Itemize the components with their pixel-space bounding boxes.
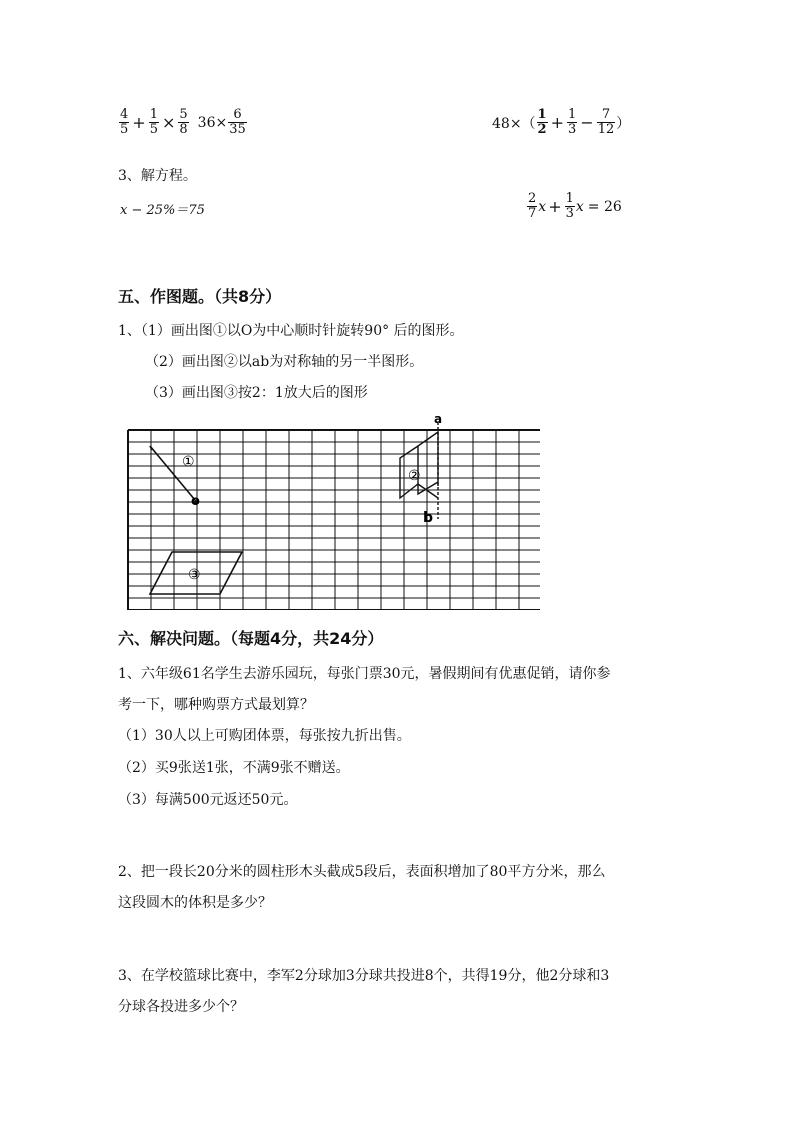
section-5-q1: 1、（1）画出图①以O为中心顺时针旋转90° 后的图形。 <box>118 323 464 339</box>
shape-2 <box>418 432 438 494</box>
section-5-q3: （3）画出图③按2：1放大后的图形 <box>145 385 368 401</box>
point-o-label: o <box>191 494 200 509</box>
fraction: $\frac{5}{8}$ <box>179 107 188 137</box>
plus-sign: + <box>132 113 146 132</box>
minus-sign: − <box>580 113 594 132</box>
shape-2-label: ② <box>408 468 421 484</box>
fraction: $\frac{7}{12}$ <box>597 107 615 137</box>
shape-1-label: ① <box>182 454 195 470</box>
expression-part: 36× <box>197 114 228 131</box>
equation-1: x − 25%＝75 <box>120 203 205 218</box>
fraction: $\frac{1}{3}$ <box>565 191 574 221</box>
times-sign: × <box>161 113 176 132</box>
axis-label-b: b <box>423 510 434 526</box>
section-6-heading: 六、解决问题。（每题4分，共24分） <box>118 629 384 648</box>
shape-3-label: ③ <box>188 567 201 583</box>
axis-label-a: a <box>434 414 443 426</box>
equation-2 <box>526 192 622 221</box>
section-6-q2-line2: 这段圆木的体积是多少？ <box>118 895 272 911</box>
plus-sign: + <box>550 113 564 132</box>
variable: x <box>575 198 584 215</box>
variable: x <box>538 198 547 215</box>
section-6-q1-line1: 1、六年级61名学生去游乐园玩，每张门票30元，暑假期间有优惠促销，请你参 <box>118 666 611 682</box>
section-6-q1-option-2: （2）买9张送1张，不满9张不赠送。 <box>118 760 350 776</box>
section-5-heading: 五、作图题。（共8分） <box>118 287 282 306</box>
fraction: $\frac{1}{3}$ <box>568 107 577 137</box>
equations-title: 3、解方程。 <box>118 168 197 184</box>
expression-part: ） <box>616 115 631 132</box>
section-6-q3-line1: 3、在学校篮球比赛中，李军2分球加3分球共投进8个，共得19分，他2分球和3 <box>118 968 610 984</box>
fraction: $\frac{1}{2}$ <box>537 107 547 137</box>
section-5-q2: （2）画出图②以ab为对称轴的另一半图形。 <box>145 354 424 370</box>
section-6-q3-line2: 分球各投进多少个？ <box>118 999 244 1015</box>
section-6-q1-option-1: （1）30人以上可购团体票，每张按九折出售。 <box>118 728 411 744</box>
expression-part: 48×（ <box>492 115 536 132</box>
calc-expression-1 <box>118 108 248 137</box>
equation-rhs: = 26 <box>587 198 622 215</box>
fraction: $\frac{6}{35}$ <box>229 107 246 137</box>
section-6-q1-line2: 考一下，哪种购票方式最划算？ <box>118 697 314 713</box>
drawing-grid <box>120 414 540 610</box>
plus-sign: + <box>548 197 562 216</box>
fraction: $\frac{1}{5}$ <box>149 107 158 137</box>
section-6-q2-line1: 2、把一段长20分米的圆柱形木头截成5段后，表面积增加了80平方分米，那么 <box>118 864 606 880</box>
fraction: $\frac{2}{7}$ <box>528 191 537 221</box>
section-6-q1-option-3: （3）每满500元返还50元。 <box>118 792 298 808</box>
fraction: $\frac{4}{5}$ <box>120 107 129 137</box>
calc-expression-2 <box>492 108 630 137</box>
